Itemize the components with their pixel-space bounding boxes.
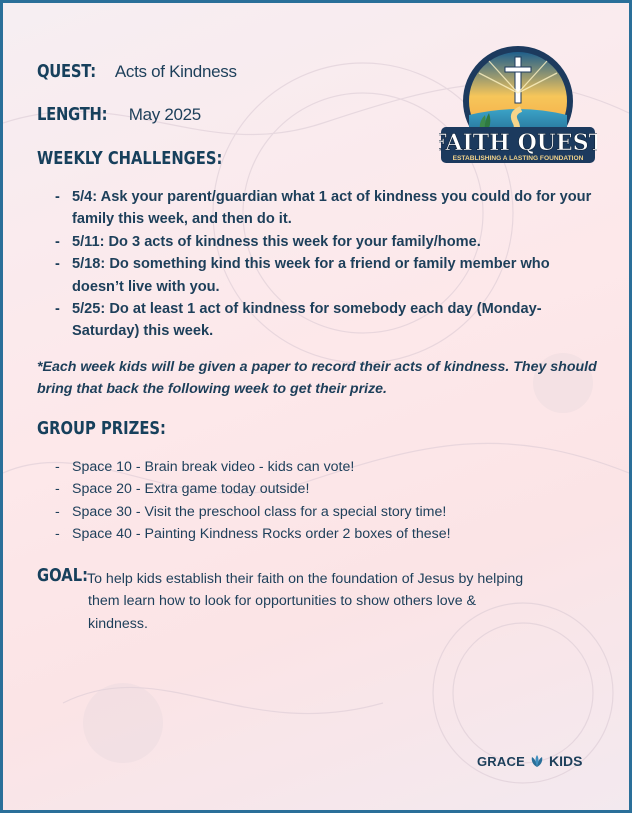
faithquest-logo [439,43,597,176]
list-dash: - [55,503,60,520]
list-item [55,478,575,500]
challenge-text: 5/4: Ask your parent/guardian what 1 act of kindness you could do for your family this week, and then do it. [72,189,592,228]
list-dash: - [55,459,60,475]
goal-line-3: kindness. [88,615,148,632]
quest-label: QUEST: [37,61,96,82]
logo-title: FAITH QUEST [439,130,597,156]
list-dash: - [55,233,60,250]
length-label: LENGTH: [37,104,108,125]
list-dash: - [55,301,60,318]
group-prizes-heading: GROUP PRIZES: [37,418,166,439]
prize-text: Space 30 - Visit the preschool class for a special story time! [72,503,447,520]
list-dash: - [55,189,60,205]
list-dash: - [55,481,60,498]
list-item [55,253,605,298]
group-prizes-list [55,456,575,546]
quest-value: Acts of Kindness [114,62,237,81]
length-value: May 2025 [128,105,201,124]
quest-line [37,61,237,82]
prize-text: Space 20 - Extra game today outside! [72,481,310,498]
list-item [55,298,605,343]
logo-tagline: ESTABLISHING A LASTING FOUNDATION [452,155,584,162]
challenge-text: 5/11: Do 3 acts of kindness this week for your family/home. [72,233,481,250]
brand-kids: KIDS [548,753,583,769]
prize-text: Space 40 - Painting Kindness Rocks order 2 boxes of these! [72,526,451,543]
list-item [55,456,575,478]
challenge-text: 5/18: Do something kind this week for a friend or family member who doesn’t live with you. [72,256,550,295]
weekly-challenges-list [55,186,605,343]
list-item [55,231,605,253]
goal-label: GOAL: [37,565,89,586]
prize-text: Space 10 - Brain break video - kids can vote! [72,459,355,475]
goal-line-2: them learn how to look for opportunities to show others love & [88,593,477,610]
goal-line-1: To help kids establish their faith on the foundation of Jesus by helping [87,571,524,587]
list-item [55,186,605,231]
lotus-leaf-icon [528,754,546,768]
length-line [37,104,201,125]
list-item [55,523,575,545]
grace-kids-logo [477,753,582,769]
weekly-challenges-heading: WEEKLY CHALLENGES: [37,148,223,169]
goal-text [87,568,597,635]
prize-note: *Each week kids will be given a paper to record their acts of kindness. They should bring that back the following week to get their prize. [37,359,597,397]
list-item [55,501,575,523]
challenge-text: 5/25: Do at least 1 act of kindness for somebody each day (Monday-Saturday) this week. [72,301,542,340]
list-dash: - [55,256,60,273]
brand-grace: GRACE [477,753,525,769]
list-dash: - [55,526,60,543]
